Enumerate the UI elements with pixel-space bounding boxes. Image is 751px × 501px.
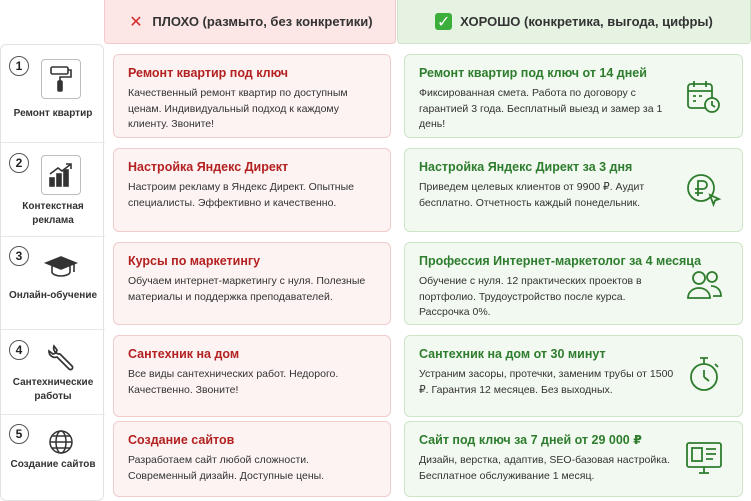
category-label: Онлайн-обучение xyxy=(8,290,98,301)
bad-example-title: Курсы по маркетингу xyxy=(128,254,261,268)
good-example-text: Фиксированная смета. Работа по договору с гарантией 3 года. Бесплатный выезд и замер за 1 день! xyxy=(419,87,663,130)
good-example-card xyxy=(404,54,743,138)
good-example-title: Сантехник на дом от 30 минут xyxy=(419,347,606,361)
bad-example-card xyxy=(113,335,391,417)
category-label: Ремонт квартир xyxy=(13,108,93,119)
bad-column-header xyxy=(104,0,396,44)
stopwatch-icon xyxy=(684,354,724,394)
good-example-title: Ремонт квартир под ключ от 14 дней xyxy=(419,66,647,80)
row-number: 1 xyxy=(9,56,29,76)
bad-example-text: Все виды сантехнических работ. Недорого. Качественно. Звоните! xyxy=(128,368,339,396)
good-example-card xyxy=(404,335,743,417)
good-column-header xyxy=(397,0,751,44)
row-number: 2 xyxy=(9,153,29,173)
ruble-cursor-icon xyxy=(684,171,724,211)
category-label: Контекстная реклама xyxy=(22,201,84,226)
calendar-clock-icon xyxy=(684,77,724,117)
bad-example-title: Ремонт квартир под ключ xyxy=(128,66,289,80)
row-number: 3 xyxy=(9,246,29,266)
bad-example-title: Настройка Яндекс Директ xyxy=(128,160,289,174)
growth-chart-icon xyxy=(41,155,81,195)
bad-example-card xyxy=(113,54,391,138)
category-label: Сантехнические работы xyxy=(12,377,94,402)
bad-example-text: Качественный ремонт квартир по доступным ценам. Индивидуальный подход к каждому клиенту. Звоните! xyxy=(128,87,348,130)
good-example-title: Сайт под ключ за 7 дней от 29 000 ₽ xyxy=(419,433,642,447)
wrench-icon xyxy=(41,338,81,378)
row-number: 4 xyxy=(9,340,29,360)
good-example-title: Профессия Интернет-маркетолог за 4 месяца xyxy=(419,254,702,268)
graduation-cap-icon xyxy=(41,247,81,287)
bad-example-card xyxy=(113,148,391,232)
row-number: 5 xyxy=(9,424,29,444)
bad-example-title: Сантехник на дом xyxy=(128,347,240,361)
bad-example-card xyxy=(113,242,391,325)
good-example-text: Устраним засоры, протечки, заменим трубы от 1500 ₽. Гарантия 12 месяцев. Без выходных. xyxy=(419,368,674,396)
bad-example-text: Настроим рекламу в Яндекс Директ. Опытные специалисты. Эффективно и качественно. xyxy=(128,181,354,209)
check-icon: ✓ xyxy=(436,13,451,31)
good-column-title: ХОРОШО (конкретика, выгода, цифры) xyxy=(460,14,713,29)
paint-roller-icon xyxy=(41,59,81,99)
globe-icon xyxy=(41,422,81,462)
people-icon xyxy=(684,265,724,305)
good-example-text: Приведем целевых клиентов от 9900 ₽. Аудит бесплатно. Отчетность каждый понедельник. xyxy=(419,181,645,209)
good-example-card xyxy=(404,421,743,497)
good-example-text: Дизайн, верстка, адаптив, SEO-базовая настройка. Бесплатное обслуживание 1 месяц. xyxy=(419,454,670,482)
bad-column-title: ПЛОХО (размыто, без конкретики) xyxy=(152,14,373,29)
bad-example-card xyxy=(113,421,391,497)
bad-example-text: Обучаем интернет-маркетингу с нуля. Полезные материалы и поддержка преподавателей. xyxy=(128,275,366,303)
good-example-title: Настройка Яндекс Директ за 3 дня xyxy=(419,160,633,174)
cross-icon: ✕ xyxy=(129,13,143,31)
good-example-card xyxy=(404,242,743,325)
good-example-text: Обучение с нуля. 12 практических проектов в портфолио. Трудоустройство после курса. Рассрочка 0%. xyxy=(419,275,642,318)
good-example-card xyxy=(404,148,743,232)
bad-example-text: Разработаем сайт любой сложности. Современный дизайн. Доступные цены. xyxy=(128,454,325,482)
category-column xyxy=(0,44,104,501)
bad-example-title: Создание сайтов xyxy=(128,433,235,447)
category-label: Создание сайтов xyxy=(10,459,96,470)
website-monitor-icon xyxy=(684,438,724,478)
